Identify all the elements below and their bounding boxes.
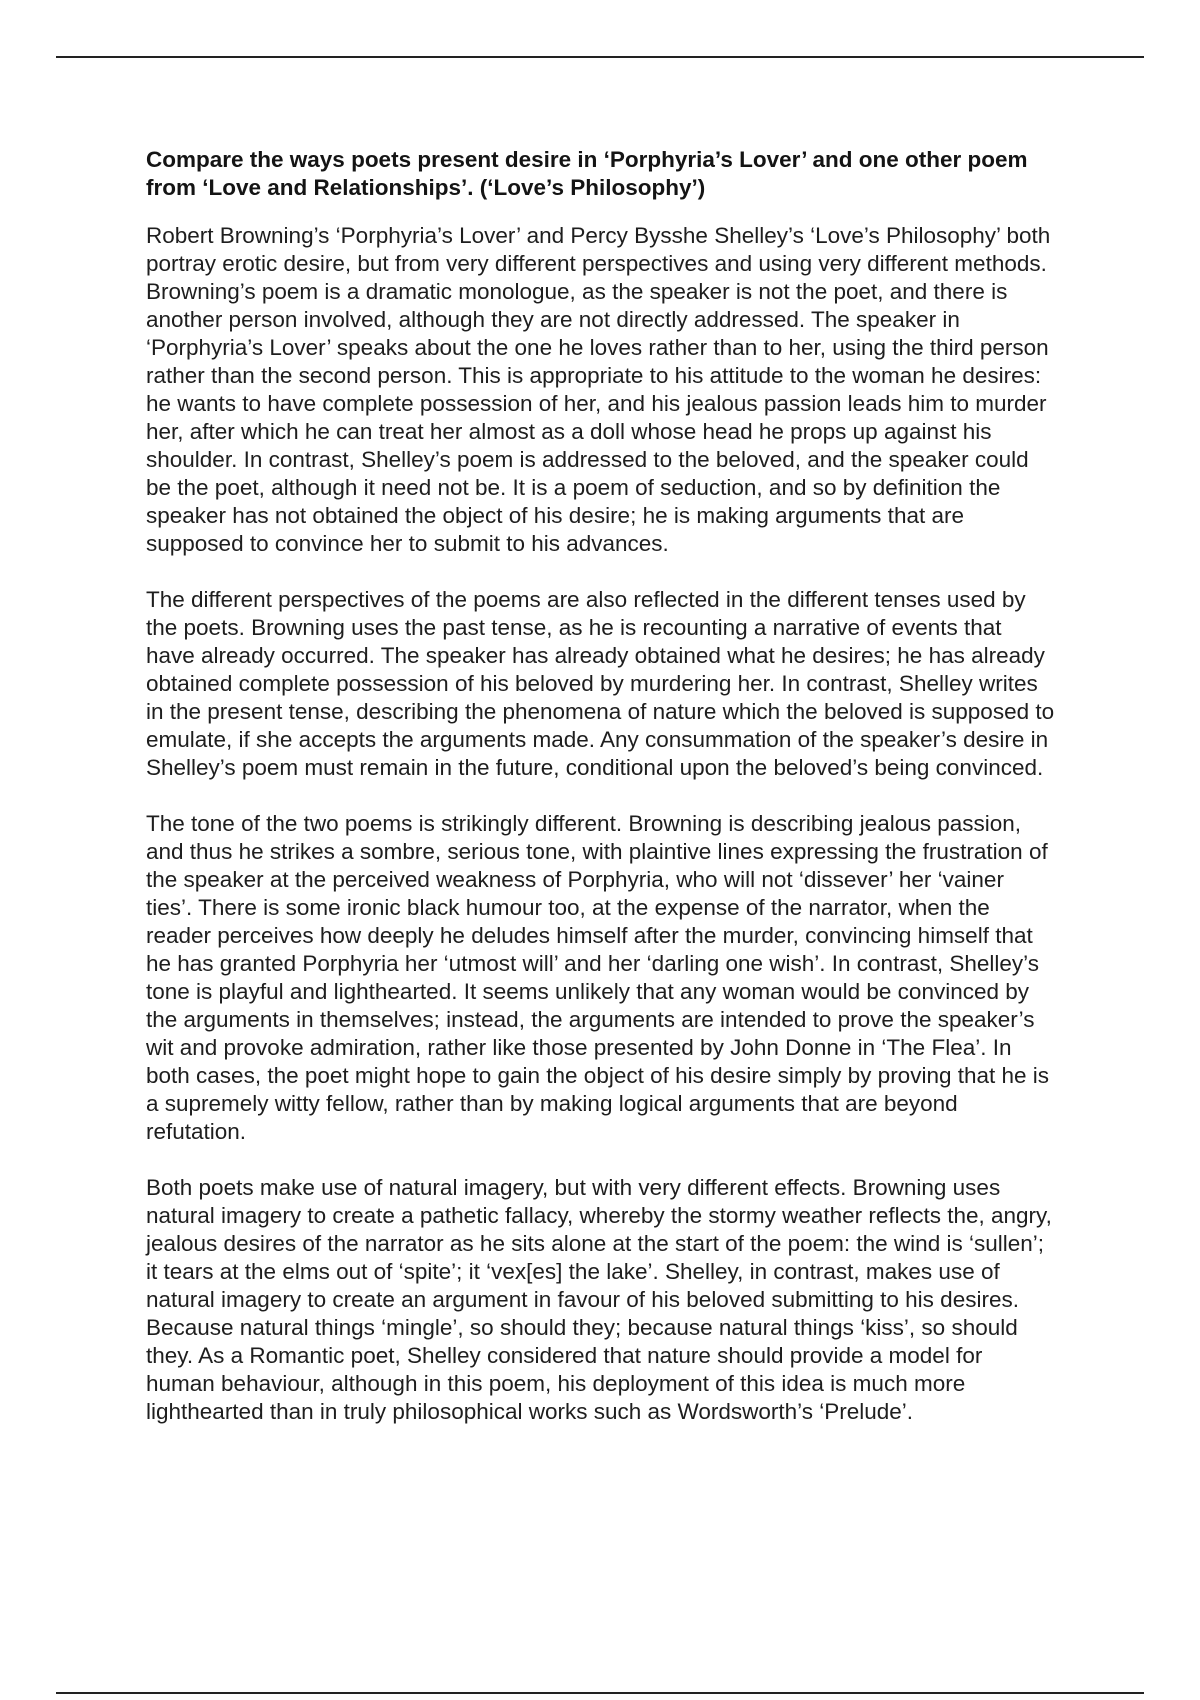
header-rule (56, 56, 1144, 58)
essay-paragraph-3: The tone of the two poems is strikingly different. Browning is describing jealous passion, and thus he strikes a sombre, serious tone, with plaintive lines expressing the frustration of the speaker at the perceived weakness of Porphyria, who will not ‘dissever’ her ‘vainer ties’. There is some ironic black humour too, at the expense of the narrator, when the reader perceives how deeply he deludes himself after the murder, convincing himself that he has granted Porphyria her ‘utmost will’ and her ‘darling one wish’. In contrast, Shelley’s tone is playful and lighthearted. It seems unlikely that any woman would be convinced by the arguments in themselves; instead, the arguments are intended to prove the speaker’s wit and provoke admiration, rather like those presented by John Donne in ‘The Flea’. In both cases, the poet might hope to gain the object of his desire simply by proving that he is a supremely witty fellow, rather than by making logical arguments that are beyond refutation. (146, 811, 1050, 1144)
essay-paragraph-2: The different perspectives of the poems are also reflected in the different tenses used by the poets. Browning uses the past tense, as he is recounting a narrative of events that have already occurred. The speaker has already obtained what he desires; he has already obtained complete possession of his beloved by murdering her. In contrast, Shelley writes in the present tense, describing the phenomena of nature which the beloved is supposed to emulate, if she accepts the arguments made. Any consummation of the speaker’s desire in Shelley’s poem must remain in the future, conditional upon the beloved’s being convinced. (146, 587, 1055, 780)
essay-paragraph-1: Robert Browning’s ‘Porphyria’s Lover’ and Percy Bysshe Shelley’s ‘Love’s Philosophy’ both portray erotic desire, but from very different perspectives and using very different methods. Browning’s poem is a dramatic monologue, as the speaker is not the poet, and there is another person involved, although they are not directly addressed. The speaker in ‘Porphyria’s Lover’ speaks about the one he loves rather than to her, using the third person rather than the second person. This is appropriate to his attitude to the woman he desires: he wants to have complete possession of her, and his jealous passion leads him to murder her, after which he can treat her almost as a doll whose head he props up against his shoulder. In contrast, Shelley’s poem is addressed to the beloved, and the speaker could be the poet, although it need not be. It is a poem of seduction, and so by definition the speaker has not obtained the object of his desire; he is making arguments that are supposed to convince her to submit to his advances. (146, 223, 1051, 556)
footer-rule (56, 1692, 1144, 1694)
essay-body (146, 146, 1056, 1454)
essay-title: Compare the ways poets present desire in ‘Porphyria’s Lover’ and one other poem from ‘Love and Relationships’. (‘Love’s Philosophy’) (146, 147, 1028, 200)
essay-paragraph-4: Both poets make use of natural imagery, but with very different effects. Browning uses natural imagery to create a pathetic fallacy, whereby the stormy weather reflects the, angry, jealous desires of the narrator as he sits alone at the start of the poem: the wind is ‘sullen’; it tears at the elms out of ‘spite’; it ‘vex[es] the lake’. Shelley, in contrast, makes use of natural imagery to create an argument in favour of his beloved submitting to his desires. Because natural things ‘mingle’, so should they; because natural things ‘kiss’, so should they. As a Romantic poet, Shelley considered that nature should provide a model for human behaviour, although in this poem, his deployment of this idea is much more lighthearted than in truly philosophical works such as Wordsworth’s ‘Prelude’. (146, 1175, 1052, 1424)
